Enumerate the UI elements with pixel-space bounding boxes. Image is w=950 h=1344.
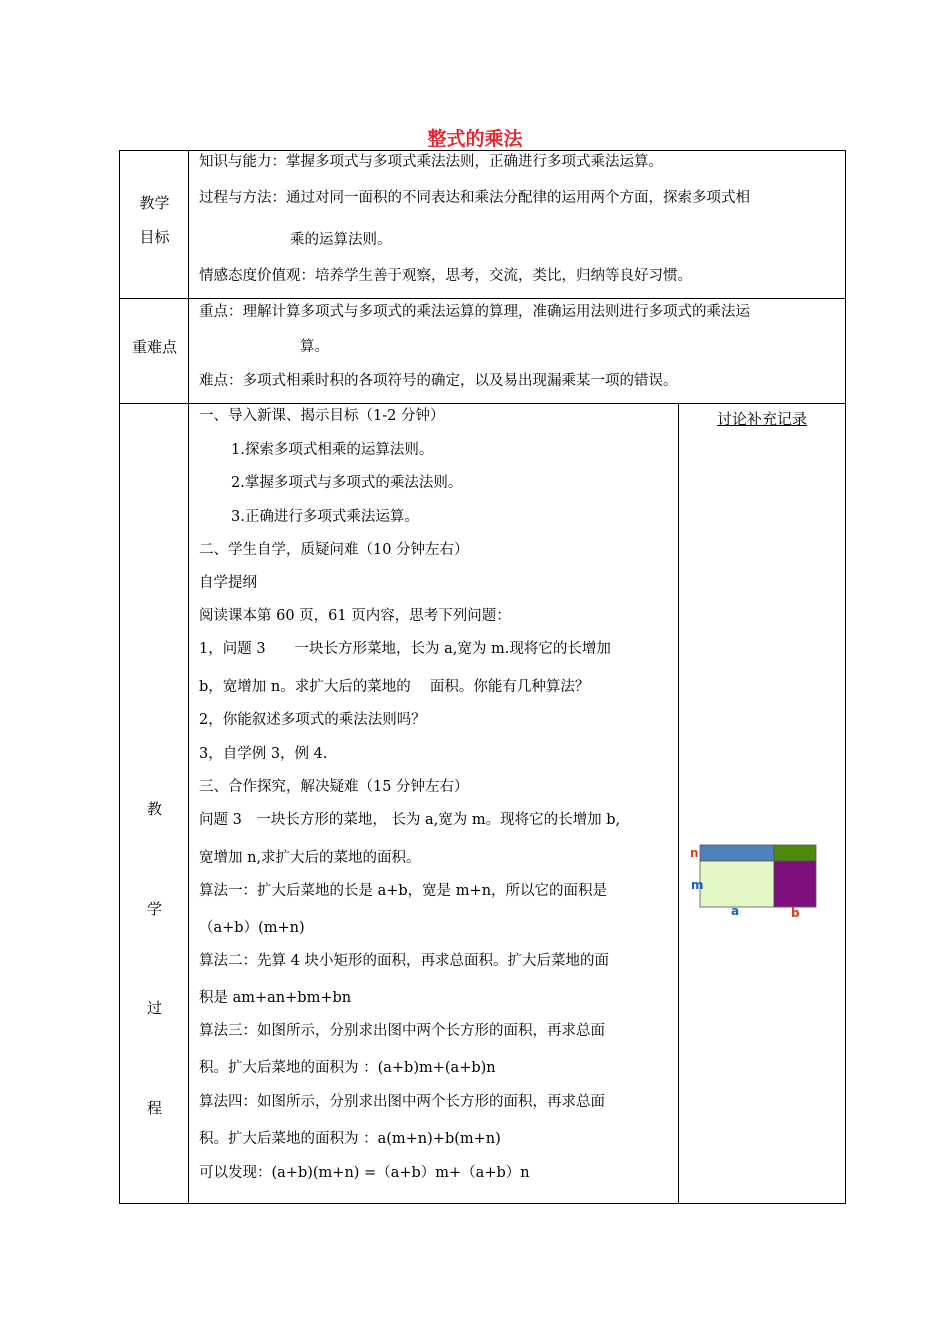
process-objective-line2: 乘的运算法则。 xyxy=(290,232,392,248)
process-line: 算法二：先算 4 块小矩形的面积，再求总面积。扩大后菜地的面 xyxy=(199,953,609,969)
label-column-divider xyxy=(188,150,189,1204)
row-divider-2 xyxy=(119,403,846,404)
process-line: 宽增加 n,求扩大后的菜地的面积。 xyxy=(199,850,421,866)
key-point-line1: 重点：理解计算多项式与多项式的乘法运算的算理，准确运用法则进行多项式的乘法运 xyxy=(199,304,750,320)
row-divider-1 xyxy=(119,298,846,299)
process-line: 积。扩大后菜地的面积为 ：a(m+n)+b(m+n) xyxy=(199,1131,501,1147)
discussion-notes-header: 讨论补充记录 xyxy=(716,410,807,428)
process-line: 2，你能叙述多项式的乘法法则吗？ xyxy=(199,712,426,728)
process-line: （a+b）(m+n) xyxy=(199,920,305,936)
process-objective-line1: 过程与方法：通过对同一面积的不同表达和乘法分配律的运用两个方面，探索多项式相 xyxy=(199,190,750,206)
rect-a-m xyxy=(700,861,774,907)
process-line: 阅读课本第 60 页，61 页内容，思考下列问题： xyxy=(199,608,511,624)
process-line: 1，问题 3 一块长方形菜地，长为 a,宽为 m.现将它的长增加 xyxy=(199,641,611,657)
rect-b-m xyxy=(774,861,816,907)
process-line: 1.探索多项式相乘的运算法则。 xyxy=(231,442,434,458)
area-diagram xyxy=(688,840,828,920)
label-m: m xyxy=(691,878,704,892)
process-label-char-3: 过 xyxy=(146,999,162,1017)
process-line: 算法三：如图所示，分别求出图中两个长方形的面积，再求总面 xyxy=(199,1023,605,1039)
side-column-divider xyxy=(678,403,679,1204)
process-line: 积。扩大后菜地的面积为 ：(a+b)m+(a+b)n xyxy=(199,1060,496,1076)
document-title: 整式的乘法 xyxy=(427,128,523,150)
emotion-objective: 情感态度价值观：培养学生善于观察，思考，交流，类比，归纳等良好习惯。 xyxy=(199,268,692,284)
process-line: 积是 am+an+bm+bn xyxy=(199,990,352,1006)
knowledge-objective: 知识与能力：掌握多项式与多项式乘法法则，正确进行多项式乘法运算。 xyxy=(199,154,663,170)
difficulty-point: 难点：多项式相乘时积的各项符号的确定，以及易出现漏乘某一项的错误。 xyxy=(199,373,678,389)
process-line: 算法一：扩大后菜地的长是 a+b，宽是 m+n，所以它的面积是 xyxy=(199,883,608,899)
rect-a-n xyxy=(700,845,774,861)
process-line: b，宽增加 n。求扩大后的菜地的 面积。你能有几种算法？ xyxy=(199,679,590,695)
label-n: n xyxy=(690,846,699,860)
objectives-label-line1: 教学 xyxy=(139,194,170,212)
process-line: 三、合作探究，解决疑难（15 分钟左右） xyxy=(199,779,469,795)
key-point-line2: 算。 xyxy=(300,339,329,355)
label-a: a xyxy=(731,904,740,918)
process-line: 问题 3 一块长方形的菜地， 长为 a,宽为 m。现将它的长增加 b, xyxy=(199,812,621,828)
rect-b-n xyxy=(774,845,816,861)
process-label-char-1: 教 xyxy=(146,800,162,818)
process-line: 自学提纲 xyxy=(199,575,257,591)
process-label-char-4: 程 xyxy=(146,1099,162,1117)
process-line: 2.掌握多项式与多项式的乘法法则。 xyxy=(231,475,463,491)
process-line: 算法四：如图所示，分别求出图中两个长方形的面积，再求总面 xyxy=(199,1094,605,1110)
objectives-label-line2: 目标 xyxy=(139,228,170,246)
process-line: 可以发现：(a+b)(m+n) =（a+b）m+（a+b）n xyxy=(199,1165,530,1181)
process-line: 二、学生自学，质疑问难（10 分钟左右） xyxy=(199,542,469,558)
process-line: 3.正确进行多项式乘法运算。 xyxy=(231,509,419,525)
process-label-char-2: 学 xyxy=(146,900,162,918)
area-diagram-svg xyxy=(688,840,828,920)
label-b: b xyxy=(791,906,800,920)
process-line: 一、导入新课、揭示目标（1-2 分钟） xyxy=(199,408,445,424)
process-line: 3，自学例 3，例 4. xyxy=(199,746,328,762)
key-points-label: 重难点 xyxy=(131,338,177,356)
